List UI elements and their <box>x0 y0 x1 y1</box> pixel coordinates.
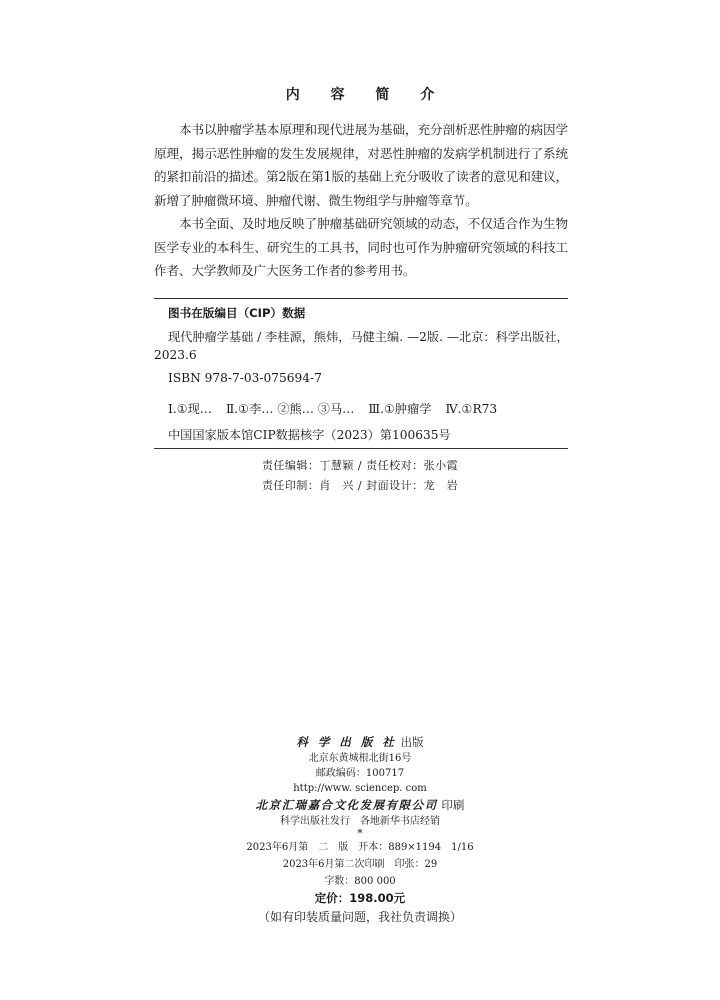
publish-label: 出版 <box>400 735 424 749</box>
page-title: 内 容 简 介 <box>285 87 448 103</box>
editor-credit-line-1: 责任编辑：丁慧颖 / 责任校对：张小霞 <box>261 459 459 472</box>
printer-line <box>0 796 720 814</box>
summary-paragraph-2: 本书全面、及时地反映了肿瘤基础研究领域的动态，不仅适合作为生物医学专业的本科生、研究生的工具书，同时也可作为肿瘤研究领域的科技工作者、大学教师及广大医务工作者的参考用书。 <box>154 216 568 278</box>
postcode: 邮政编码：100717 <box>315 768 405 779</box>
edition-line: 2023年6月第 二 版 开本：889×1194 1/16 <box>246 842 474 853</box>
cip-data-box <box>154 298 568 449</box>
editorial-credits <box>0 456 720 496</box>
print-label: 印刷 <box>441 798 465 812</box>
summary-section <box>154 118 568 283</box>
publisher-website: http://www. sciencep. com <box>293 783 427 794</box>
cip-class-4: Ⅳ.①R73 <box>445 402 498 416</box>
publisher-name: 科 学 出 版 社 <box>296 735 397 749</box>
cip-heading: 图书在版编目（CIP）数据 <box>168 306 306 320</box>
editor-credit-line-2: 责任印制：肖 兴 / 封面设计：龙 岩 <box>261 479 459 492</box>
distribution-line: 科学出版社发行 各地新华书店经销 <box>280 816 440 827</box>
cip-class-2: Ⅱ.①李… ②熊… ③马… <box>226 402 355 416</box>
cip-isbn: ISBN 978-7-03-075694-7 <box>168 371 322 385</box>
cip-bibliographic-line: 现代肿瘤学基础 / 李桂源，熊炜，马健主编. —2版. —北京：科学出版社， <box>168 330 569 344</box>
word-count: 字数：800 000 <box>324 876 396 887</box>
quality-note: （如有印装质量问题，我社负责调换） <box>257 910 462 924</box>
price: 定价：198.00元 <box>314 891 406 905</box>
cip-bibliographic-line-continued: 2023.6 <box>154 348 197 362</box>
cip-class-1: Ⅰ.①现… <box>168 402 212 416</box>
summary-paragraph-1: 本书以肿瘤学基本原理和现代进展为基础，充分剖析恶性肿瘤的病因学原理，揭示恶性肿瘤的发生发展规律，对恶性肿瘤的发病学机制进行了系统的紧扣前沿的描述。第2版在第1版的基础上充分吸收了读者的意见和建议，新增了肿瘤微环境、肿瘤代谢、微生物组学与肿瘤等章节。 <box>154 122 568 208</box>
cip-class-3: Ⅲ.①肿瘤学 <box>368 402 432 416</box>
printing-line: 2023年6月第二次印刷 印张：29 <box>282 859 438 870</box>
publisher-address: 北京东黄城根北街16号 <box>308 753 412 764</box>
printer-name: 北京汇瑞嘉合文化发展有限公司 <box>255 798 438 812</box>
cip-classification <box>168 400 497 417</box>
cip-record-number: 中国国家版本馆CIP数据核字（2023）第100635号 <box>168 428 451 442</box>
publisher-line <box>0 734 720 751</box>
imprint-section <box>0 734 720 927</box>
separator-star: * <box>357 827 363 840</box>
